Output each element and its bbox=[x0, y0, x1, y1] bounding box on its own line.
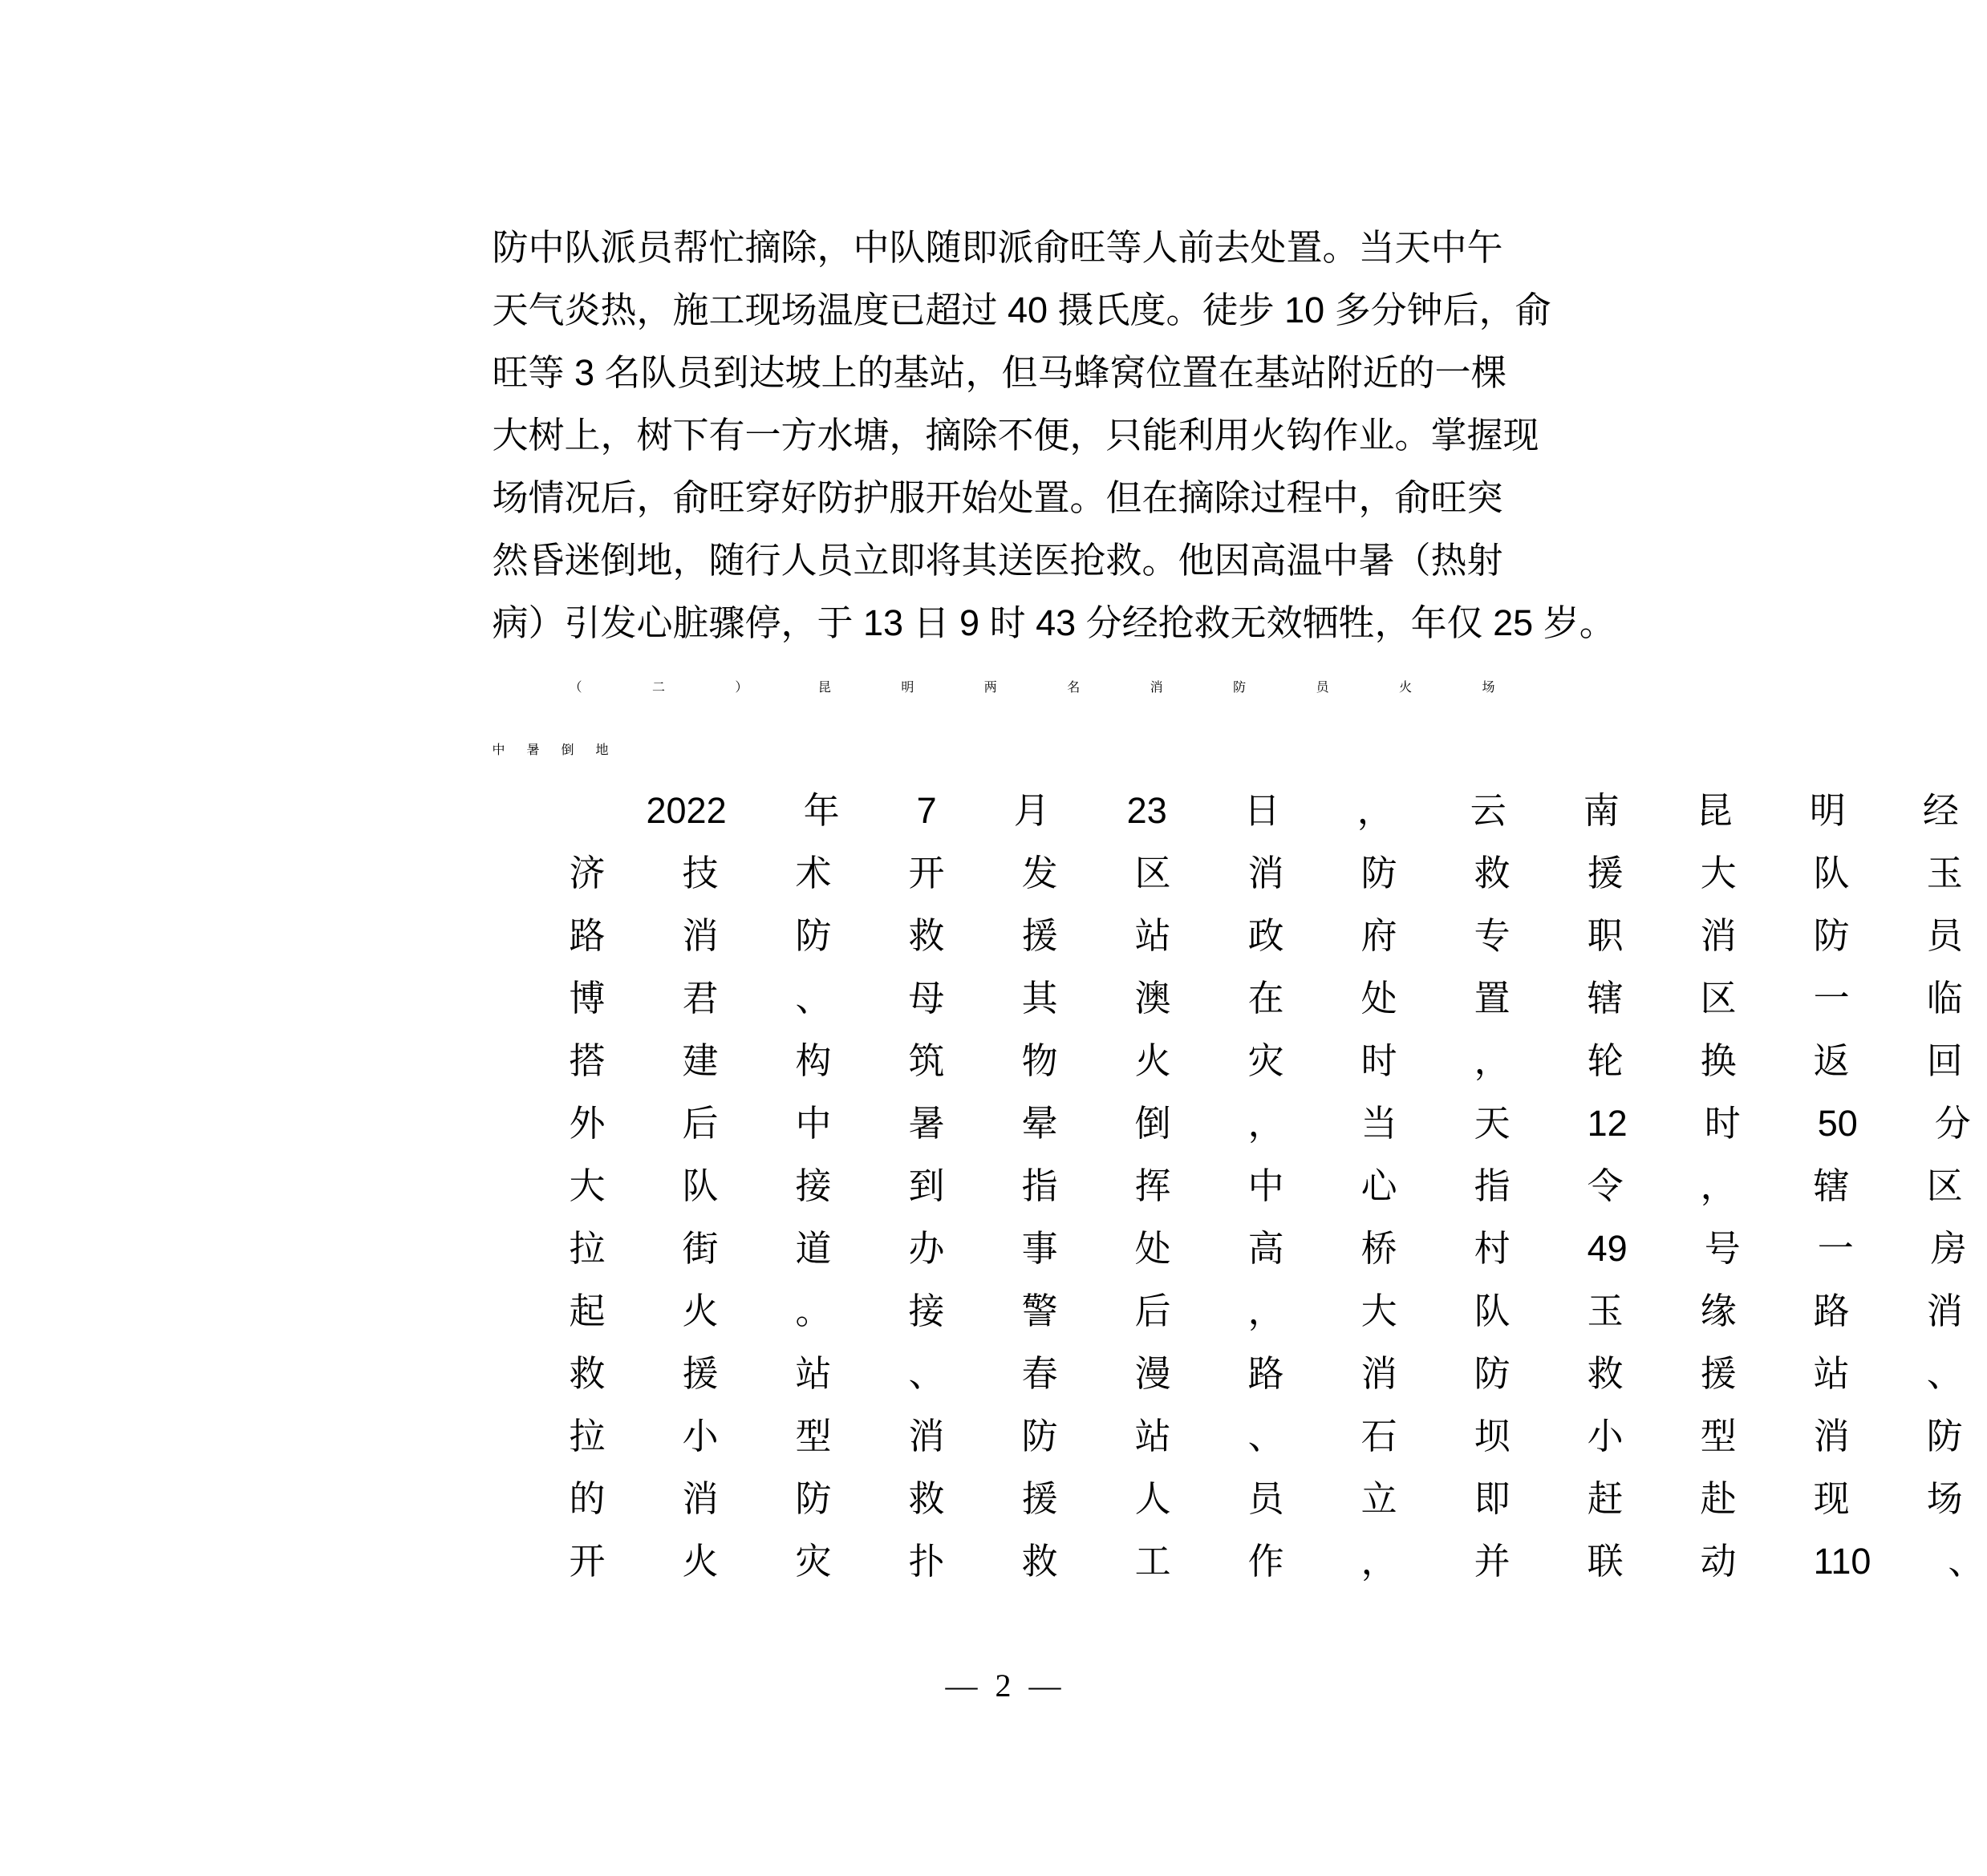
text-glyph: 术 bbox=[795, 853, 832, 893]
text-glyph: 构 bbox=[795, 1040, 832, 1081]
text-glyph: 救 bbox=[1587, 1353, 1624, 1394]
text-glyph: ） bbox=[735, 680, 748, 695]
line-text: 然昏迷倒地，随行人员立即将其送医抢救。他因高温中暑（热射 bbox=[492, 540, 1503, 581]
text-glyph: 南 bbox=[1583, 790, 1620, 831]
text-glyph: 即 bbox=[1474, 1478, 1511, 1519]
text-line bbox=[492, 217, 1503, 279]
text-glyph: 场 bbox=[1926, 1478, 1963, 1519]
text-glyph: 接 bbox=[795, 1165, 832, 1206]
text-glyph: 济 bbox=[569, 853, 606, 893]
paragraph-continued bbox=[492, 217, 1616, 654]
text-line bbox=[493, 967, 1963, 1030]
text-glyph bbox=[1963, 1468, 1987, 1530]
heading-line bbox=[493, 717, 1495, 780]
text-glyph bbox=[1967, 1218, 1987, 1280]
text-glyph: 号 bbox=[1704, 1228, 1741, 1269]
text-glyph: 专 bbox=[1474, 915, 1511, 956]
text-glyph bbox=[1963, 1155, 1987, 1218]
line-text: 大树上，树下有一方水塘，摘除不便，只能利用火钩作业。掌握现 bbox=[492, 415, 1539, 456]
text-glyph: 置 bbox=[1474, 978, 1511, 1019]
text-glyph: 警 bbox=[1021, 1291, 1058, 1331]
text-glyph: 坝 bbox=[1474, 1416, 1511, 1457]
text-glyph: 援 bbox=[1587, 853, 1624, 893]
text-glyph: 后 bbox=[1134, 1291, 1171, 1331]
text-glyph: 府 bbox=[1360, 915, 1397, 956]
text-glyph: 消 bbox=[908, 1416, 945, 1457]
text-glyph bbox=[1963, 1343, 1987, 1405]
text-glyph: 消 bbox=[1150, 680, 1163, 695]
text-glyph: ， bbox=[1247, 1291, 1284, 1331]
text-glyph: 晕 bbox=[1021, 1103, 1058, 1144]
text-glyph: 明 bbox=[1809, 790, 1846, 831]
text-glyph: 灾 bbox=[795, 1541, 832, 1582]
text-glyph: 小 bbox=[1587, 1416, 1624, 1457]
text-glyph: 、 bbox=[795, 978, 832, 1019]
text-glyph: 指 bbox=[1474, 1165, 1511, 1206]
text-glyph: 政 bbox=[1247, 915, 1284, 956]
text-glyph: ， bbox=[1247, 1103, 1284, 1144]
page-body bbox=[492, 217, 1985, 1593]
text-glyph: 并 bbox=[1474, 1541, 1511, 1582]
text-glyph: 援 bbox=[1021, 915, 1058, 956]
text-glyph: 临 bbox=[1926, 978, 1963, 1019]
text-glyph: 路 bbox=[569, 915, 606, 956]
text-glyph: 型 bbox=[795, 1416, 832, 1457]
text-glyph: 路 bbox=[1813, 1291, 1850, 1331]
text-glyph: 灾 bbox=[1247, 1040, 1284, 1081]
text-glyph: 、 bbox=[908, 1353, 945, 1394]
text-glyph: 大 bbox=[569, 1165, 606, 1206]
text-glyph: 防 bbox=[1926, 1416, 1963, 1457]
text-glyph: 一 bbox=[1813, 978, 1850, 1019]
text-glyph: 回 bbox=[1926, 1040, 1963, 1081]
text-glyph: 防 bbox=[1021, 1416, 1058, 1457]
text-glyph: 明 bbox=[901, 680, 914, 695]
text-glyph: 防 bbox=[1233, 680, 1247, 695]
text-line bbox=[493, 842, 1963, 905]
line-text: 天气炎热，施工现场温度已超过 40 摄氏度。徒步 10 多分钟后，俞 bbox=[492, 290, 1551, 330]
text-glyph: 房 bbox=[1930, 1228, 1967, 1269]
text-line bbox=[492, 592, 1616, 654]
text-glyph: 拉 bbox=[569, 1416, 606, 1457]
text-glyph: 接 bbox=[908, 1291, 945, 1331]
text-line bbox=[493, 1030, 1963, 1092]
text-glyph: 作 bbox=[1247, 1541, 1284, 1582]
text-glyph: 昆 bbox=[817, 680, 831, 695]
text-glyph: 两 bbox=[983, 680, 997, 695]
text-glyph: 天 bbox=[1474, 1103, 1511, 1144]
text-glyph: 职 bbox=[1587, 915, 1624, 956]
heading-line bbox=[493, 654, 1495, 717]
text-line bbox=[493, 1405, 1963, 1468]
text-glyph: 火 bbox=[682, 1541, 719, 1582]
text-glyph: 员 bbox=[1316, 680, 1329, 695]
text-glyph: 火 bbox=[1134, 1040, 1171, 1081]
text-glyph: 时 bbox=[1360, 1040, 1397, 1081]
text-glyph bbox=[1963, 842, 1987, 905]
text-glyph: 中 bbox=[795, 1103, 832, 1144]
text-glyph: 场 bbox=[1482, 680, 1495, 695]
text-glyph: 2022 bbox=[646, 790, 727, 831]
text-glyph: 换 bbox=[1700, 1040, 1737, 1081]
text-glyph bbox=[1963, 905, 1987, 967]
text-glyph: 倒 bbox=[561, 743, 574, 757]
text-glyph: 玉 bbox=[1926, 853, 1963, 893]
text-glyph: 23 bbox=[1126, 790, 1167, 831]
text-glyph: 桥 bbox=[1360, 1228, 1397, 1269]
text-glyph: 救 bbox=[569, 1353, 606, 1394]
text-glyph: 站 bbox=[1813, 1353, 1850, 1394]
paragraph-two bbox=[493, 780, 1985, 1593]
text-glyph: 指 bbox=[1021, 1165, 1058, 1206]
text-glyph: 队 bbox=[682, 1165, 719, 1206]
text-line bbox=[493, 1155, 1963, 1218]
text-glyph: 起 bbox=[569, 1291, 606, 1331]
text-glyph: 筑 bbox=[908, 1040, 945, 1081]
text-glyph: 救 bbox=[908, 1478, 945, 1519]
text-glyph: 物 bbox=[1021, 1040, 1058, 1081]
text-glyph: 联 bbox=[1587, 1541, 1624, 1582]
text-glyph bbox=[1963, 1405, 1987, 1468]
text-glyph: 外 bbox=[569, 1103, 606, 1144]
text-glyph: 防 bbox=[1360, 853, 1397, 893]
text-line bbox=[493, 1468, 1963, 1530]
text-glyph: 50 bbox=[1817, 1103, 1858, 1144]
text-glyph: 事 bbox=[1021, 1228, 1058, 1269]
text-glyph: 站 bbox=[795, 1353, 832, 1394]
text-glyph: 救 bbox=[1474, 853, 1511, 893]
text-glyph: 时 bbox=[1704, 1103, 1741, 1144]
text-line bbox=[492, 467, 1503, 529]
text-glyph: 地 bbox=[595, 743, 609, 757]
text-line bbox=[492, 529, 1503, 592]
text-glyph: 援 bbox=[682, 1353, 719, 1394]
text-glyph: 站 bbox=[1134, 915, 1171, 956]
text-glyph: 防 bbox=[1813, 915, 1850, 956]
text-glyph bbox=[1963, 1280, 1987, 1343]
text-glyph bbox=[1971, 1092, 1987, 1155]
text-glyph: 路 bbox=[1247, 1353, 1284, 1394]
text-glyph: 君 bbox=[682, 978, 719, 1019]
text-glyph: 工 bbox=[1134, 1541, 1171, 1582]
text-glyph: 消 bbox=[1813, 1416, 1850, 1457]
text-glyph: 二 bbox=[651, 680, 665, 695]
text-glyph: 大 bbox=[1360, 1291, 1397, 1331]
text-glyph: 村 bbox=[1474, 1228, 1511, 1269]
text-line bbox=[493, 780, 1959, 842]
text-glyph: 救 bbox=[1021, 1541, 1058, 1582]
text-glyph: 街 bbox=[682, 1228, 719, 1269]
text-glyph: 令 bbox=[1587, 1165, 1624, 1206]
text-glyph: （ bbox=[569, 680, 582, 695]
text-line bbox=[493, 905, 1963, 967]
line-text: 场情况后，俞旺穿好防护服开始处置。但在摘除过程中，俞旺突 bbox=[492, 477, 1503, 518]
text-glyph: 开 bbox=[569, 1541, 606, 1582]
text-line bbox=[492, 279, 1551, 342]
text-glyph: 春 bbox=[1021, 1353, 1058, 1394]
text-glyph: 博 bbox=[569, 978, 606, 1019]
text-glyph: 辖 bbox=[1813, 1165, 1850, 1206]
text-glyph: 昆 bbox=[1696, 790, 1733, 831]
text-glyph: 消 bbox=[1360, 1353, 1397, 1394]
text-glyph: 缘 bbox=[1700, 1291, 1737, 1331]
text-glyph: 高 bbox=[1247, 1228, 1284, 1269]
text-glyph: 援 bbox=[1021, 1478, 1058, 1519]
text-glyph: 赶 bbox=[1587, 1478, 1624, 1519]
text-glyph: 队 bbox=[1813, 853, 1850, 893]
text-glyph: 石 bbox=[1360, 1416, 1397, 1457]
text-glyph: 火 bbox=[1399, 680, 1413, 695]
document-page bbox=[330, 0, 1985, 1876]
text-glyph: 、 bbox=[1926, 1353, 1963, 1394]
text-glyph: 防 bbox=[795, 1478, 832, 1519]
text-glyph bbox=[1963, 967, 1987, 1030]
text-glyph: 消 bbox=[1700, 915, 1737, 956]
text-glyph: 12 bbox=[1587, 1103, 1628, 1144]
text-line bbox=[492, 404, 1539, 467]
text-glyph: 漫 bbox=[1134, 1353, 1171, 1394]
text-glyph: 7 bbox=[916, 790, 937, 831]
text-glyph: 心 bbox=[1360, 1165, 1397, 1206]
text-glyph: 处 bbox=[1134, 1228, 1171, 1269]
text-glyph: 援 bbox=[1700, 1353, 1737, 1394]
text-glyph: 暑 bbox=[908, 1103, 945, 1144]
text-glyph: 动 bbox=[1700, 1541, 1737, 1582]
text-glyph: 队 bbox=[1474, 1291, 1511, 1331]
text-glyph: 员 bbox=[1926, 915, 1963, 956]
text-glyph: 分 bbox=[1934, 1103, 1971, 1144]
text-glyph: 消 bbox=[682, 1478, 719, 1519]
text-glyph: 处 bbox=[1360, 978, 1397, 1019]
text-glyph: 挥 bbox=[1134, 1165, 1171, 1206]
text-glyph: 拉 bbox=[569, 1228, 606, 1269]
text-glyph: 的 bbox=[569, 1478, 606, 1519]
text-glyph: ， bbox=[1474, 1040, 1511, 1081]
text-glyph: 暑 bbox=[526, 743, 540, 757]
text-line bbox=[493, 1343, 1963, 1405]
text-glyph: 、 bbox=[1247, 1416, 1284, 1457]
text-glyph: 道 bbox=[795, 1228, 832, 1269]
text-glyph: 赴 bbox=[1700, 1478, 1737, 1519]
text-glyph: 名 bbox=[1067, 680, 1081, 695]
text-glyph: 中 bbox=[1247, 1165, 1284, 1206]
text-glyph: 员 bbox=[1247, 1478, 1284, 1519]
text-glyph: 澳 bbox=[1134, 978, 1171, 1019]
line-text: 病）引发心脏骤停，于 13 日 9 时 43 分经抢救无效牺牲，年仅 25 岁。 bbox=[492, 602, 1616, 643]
text-glyph: 开 bbox=[908, 853, 945, 893]
text-line bbox=[493, 1218, 1967, 1280]
text-glyph: 人 bbox=[1134, 1478, 1171, 1519]
text-glyph: 其 bbox=[1021, 978, 1058, 1019]
text-glyph: 站 bbox=[1134, 1416, 1171, 1457]
text-line bbox=[492, 342, 1507, 404]
text-glyph: 返 bbox=[1813, 1040, 1850, 1081]
text-glyph: 辖 bbox=[1587, 978, 1624, 1019]
text-glyph: 在 bbox=[1247, 978, 1284, 1019]
text-glyph: 立 bbox=[1360, 1478, 1397, 1519]
text-glyph: 型 bbox=[1700, 1416, 1737, 1457]
text-glyph: 110 bbox=[1813, 1541, 1871, 1582]
text-glyph: 消 bbox=[682, 915, 719, 956]
text-glyph: 一 bbox=[1817, 1228, 1854, 1269]
text-glyph: 区 bbox=[1926, 1165, 1963, 1206]
text-glyph: 发 bbox=[1021, 853, 1058, 893]
text-line bbox=[493, 1530, 1985, 1593]
text-glyph: 玉 bbox=[1587, 1291, 1624, 1331]
text-glyph: 、 bbox=[1948, 1541, 1985, 1582]
section-heading bbox=[493, 654, 1495, 780]
text-glyph: 区 bbox=[1700, 978, 1737, 1019]
text-glyph: 消 bbox=[1247, 853, 1284, 893]
line-text: 旺等 3 名队员到达坡上的基站，但马蜂窝位置在基站附近的一棵 bbox=[492, 352, 1507, 393]
text-line bbox=[493, 1092, 1971, 1155]
text-glyph: 办 bbox=[908, 1228, 945, 1269]
text-glyph: 后 bbox=[682, 1103, 719, 1144]
page-footer bbox=[330, 1667, 1657, 1704]
text-glyph: 云 bbox=[1470, 790, 1506, 831]
text-glyph: 火 bbox=[682, 1291, 719, 1331]
text-glyph: 。 bbox=[795, 1291, 832, 1331]
text-glyph: 年 bbox=[803, 790, 840, 831]
text-glyph: 49 bbox=[1587, 1228, 1628, 1269]
text-glyph: 母 bbox=[908, 978, 945, 1019]
text-glyph: 月 bbox=[1013, 790, 1050, 831]
text-glyph: 中 bbox=[492, 743, 505, 757]
text-glyph: 建 bbox=[682, 1040, 719, 1081]
text-glyph: ， bbox=[1360, 1541, 1397, 1582]
text-glyph: 区 bbox=[1134, 853, 1171, 893]
text-glyph: 消 bbox=[1926, 1291, 1963, 1331]
text-glyph: 轮 bbox=[1587, 1040, 1624, 1081]
text-glyph: ， bbox=[1356, 790, 1393, 831]
text-glyph: 现 bbox=[1813, 1478, 1850, 1519]
text-glyph: 经 bbox=[1922, 790, 1959, 831]
text-glyph: 大 bbox=[1700, 853, 1737, 893]
text-glyph: 扑 bbox=[908, 1541, 945, 1582]
text-glyph: 小 bbox=[682, 1416, 719, 1457]
text-glyph: 技 bbox=[682, 853, 719, 893]
text-line bbox=[493, 1280, 1963, 1343]
text-glyph: 当 bbox=[1360, 1103, 1397, 1144]
text-glyph: 倒 bbox=[1134, 1103, 1171, 1144]
text-glyph: 防 bbox=[795, 915, 832, 956]
text-glyph: 到 bbox=[908, 1165, 945, 1206]
text-glyph: ， bbox=[1700, 1165, 1737, 1206]
text-glyph bbox=[1963, 1030, 1987, 1092]
page-number: — 2 — bbox=[945, 1667, 1066, 1704]
text-glyph: 防 bbox=[1474, 1353, 1511, 1394]
text-glyph bbox=[1984, 1530, 1987, 1593]
text-glyph: 搭 bbox=[569, 1040, 606, 1081]
text-glyph: 救 bbox=[908, 915, 945, 956]
line-text: 防中队派员帮忙摘除，中队随即派俞旺等人前去处置。当天中午 bbox=[492, 227, 1503, 268]
text-glyph: 日 bbox=[1243, 790, 1280, 831]
